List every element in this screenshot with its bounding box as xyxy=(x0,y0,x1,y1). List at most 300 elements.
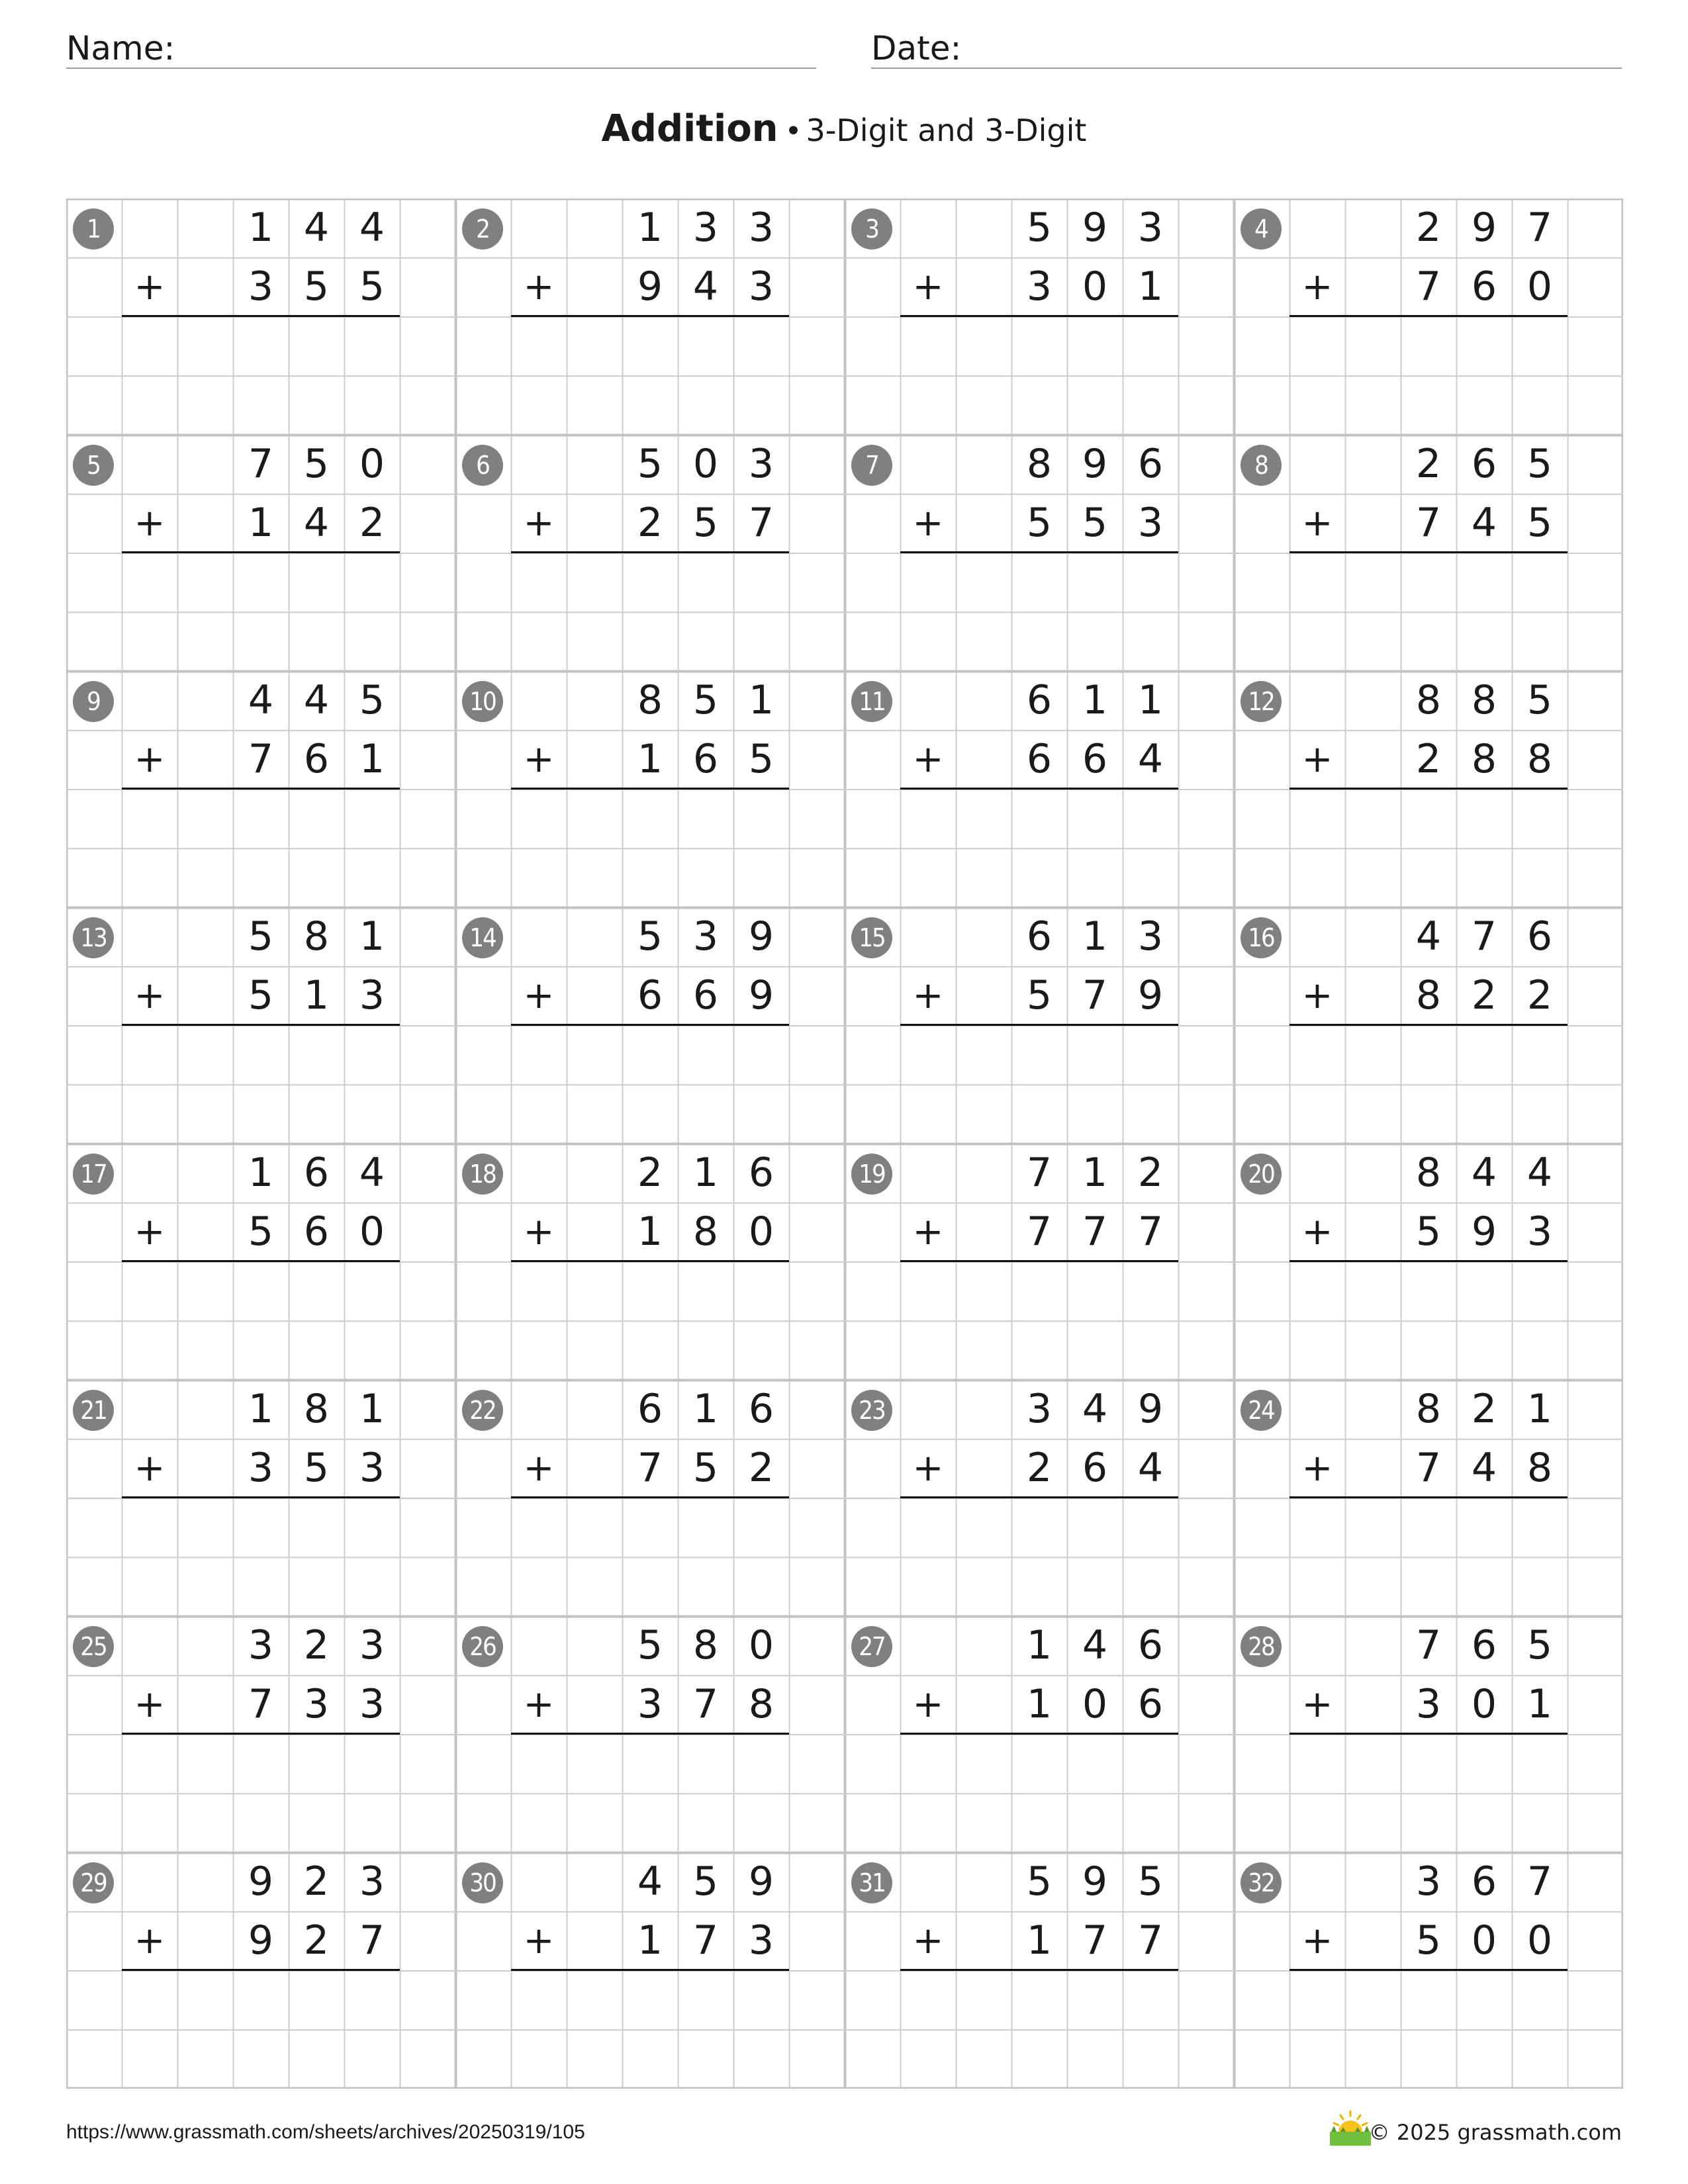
plus-sign: + xyxy=(912,502,944,545)
footer-copyright: © 2025 grassmath.com xyxy=(1368,2120,1622,2145)
addend-bottom-digit: 7 xyxy=(1026,1208,1053,1255)
problem-number-badge: 32 xyxy=(1241,1862,1282,1903)
problem-number-badge: 20 xyxy=(1241,1154,1282,1195)
problem-29 xyxy=(66,1852,455,2089)
addend-bottom-digit: 0 xyxy=(1526,1917,1553,1964)
answer-rule xyxy=(511,1733,789,1735)
addend-bottom-digit: 1 xyxy=(1137,263,1164,310)
plus-sign: + xyxy=(1301,738,1333,781)
footer-url: https://www.grassmath.com/sheets/archives/20250319/105 xyxy=(66,2121,585,2143)
addend-top-digit: 9 xyxy=(1082,205,1108,251)
addend-bottom-digit: 7 xyxy=(692,1681,719,1727)
addend-bottom-digit: 3 xyxy=(248,263,274,310)
addend-top-digit: 2 xyxy=(1137,1150,1164,1196)
addend-bottom-digit: 8 xyxy=(748,1681,774,1727)
addend-top-digit: 4 xyxy=(1082,1386,1108,1432)
addend-top-digit: 4 xyxy=(1415,913,1442,960)
plus-sign: + xyxy=(134,1210,165,1253)
problem-19 xyxy=(845,1144,1234,1380)
addend-top-digit: 1 xyxy=(248,1150,274,1196)
addend-bottom-digit: 5 xyxy=(692,500,719,546)
addend-bottom-digit: 1 xyxy=(1026,1917,1053,1964)
addend-top-digit: 3 xyxy=(1026,1386,1053,1432)
addend-top-digit: 9 xyxy=(1471,205,1497,251)
problem-number-badge: 3 xyxy=(851,208,892,250)
title-separator: • xyxy=(784,114,802,148)
addend-top-digit: 4 xyxy=(359,1150,385,1196)
addend-bottom-digit: 7 xyxy=(1082,1917,1108,1964)
problem-32 xyxy=(1234,1852,1623,2089)
plus-sign: + xyxy=(523,1210,555,1253)
addend-bottom-digit: 0 xyxy=(1082,263,1108,310)
addend-bottom-digit: 0 xyxy=(1082,1681,1108,1727)
addend-bottom-digit: 5 xyxy=(1026,972,1053,1019)
answer-rule xyxy=(1289,1969,1568,1971)
addend-top-digit: 5 xyxy=(692,1858,719,1905)
problem-23 xyxy=(845,1380,1234,1616)
addend-bottom-digit: 6 xyxy=(1082,1445,1108,1491)
addend-top-digit: 2 xyxy=(637,1150,663,1196)
answer-rule xyxy=(511,788,789,790)
addend-bottom-digit: 9 xyxy=(637,263,663,310)
addend-bottom-digit: 9 xyxy=(1471,1208,1497,1255)
addend-bottom-digit: 1 xyxy=(637,1917,663,1964)
addend-top-digit: 8 xyxy=(1415,1150,1442,1196)
addend-top-digit: 9 xyxy=(248,1858,274,1905)
answer-rule xyxy=(511,1024,789,1026)
addend-bottom-digit: 3 xyxy=(359,1681,385,1727)
addend-top-digit: 5 xyxy=(359,677,385,723)
addend-bottom-digit: 1 xyxy=(1026,1681,1053,1727)
problem-5 xyxy=(66,435,455,671)
addend-top-digit: 5 xyxy=(1526,441,1553,487)
addend-top-digit: 8 xyxy=(1415,1386,1442,1432)
addend-bottom-digit: 6 xyxy=(1026,736,1053,782)
name-label: Name: xyxy=(66,29,175,68)
addend-bottom-digit: 2 xyxy=(748,1445,774,1491)
problem-number-badge: 1 xyxy=(73,208,114,250)
addend-top-digit: 4 xyxy=(359,205,385,251)
problem-12 xyxy=(1234,671,1623,907)
addend-top-digit: 2 xyxy=(1415,441,1442,487)
problem-number-badge: 9 xyxy=(73,681,114,722)
addend-top-digit: 1 xyxy=(748,677,774,723)
plus-sign: + xyxy=(912,1919,944,1962)
date-underline xyxy=(871,68,1622,69)
addend-bottom-digit: 7 xyxy=(1137,1917,1164,1964)
problem-number-badge: 12 xyxy=(1241,681,1282,722)
addend-top-digit: 1 xyxy=(1082,677,1108,723)
answer-rule xyxy=(511,315,789,317)
problem-number-badge: 10 xyxy=(462,681,503,722)
addend-bottom-digit: 6 xyxy=(1471,263,1497,310)
plus-sign: + xyxy=(1301,1447,1333,1490)
problem-10 xyxy=(455,671,845,907)
addend-top-digit: 8 xyxy=(692,1622,719,1668)
plus-sign: + xyxy=(523,1447,555,1490)
addend-top-digit: 1 xyxy=(359,913,385,960)
problem-16 xyxy=(1234,907,1623,1144)
problem-14 xyxy=(455,907,845,1144)
problem-number-badge: 8 xyxy=(1241,445,1282,486)
problem-number-badge: 21 xyxy=(73,1390,114,1431)
addend-top-digit: 5 xyxy=(248,913,274,960)
addend-bottom-digit: 5 xyxy=(248,1208,274,1255)
grass-sun-logo-icon xyxy=(1327,2110,1374,2147)
addend-bottom-digit: 3 xyxy=(748,1917,774,1964)
problem-number-badge: 5 xyxy=(73,445,114,486)
plus-sign: + xyxy=(134,1683,165,1726)
addend-bottom-digit: 0 xyxy=(359,1208,385,1255)
problem-11 xyxy=(845,671,1234,907)
addend-bottom-digit: 3 xyxy=(359,1445,385,1491)
problem-27 xyxy=(845,1616,1234,1852)
answer-rule xyxy=(1289,788,1568,790)
addend-top-digit: 4 xyxy=(1082,1622,1108,1668)
problem-6 xyxy=(455,435,845,671)
plus-sign: + xyxy=(912,265,944,308)
addend-top-digit: 8 xyxy=(1026,441,1053,487)
problem-18 xyxy=(455,1144,845,1380)
problem-number-badge: 22 xyxy=(462,1390,503,1431)
addend-top-digit: 6 xyxy=(637,1386,663,1432)
addend-top-digit: 3 xyxy=(748,441,774,487)
addend-top-digit: 9 xyxy=(1082,1858,1108,1905)
problem-number-badge: 16 xyxy=(1241,917,1282,958)
answer-rule xyxy=(900,1024,1178,1026)
addend-top-digit: 3 xyxy=(692,913,719,960)
problem-number-badge: 6 xyxy=(462,445,503,486)
problem-24 xyxy=(1234,1380,1623,1616)
addend-bottom-digit: 8 xyxy=(1526,736,1553,782)
problem-number-badge: 19 xyxy=(851,1154,892,1195)
answer-rule xyxy=(511,1969,789,1971)
plus-sign: + xyxy=(134,1447,165,1490)
problem-number-badge: 25 xyxy=(73,1626,114,1667)
problem-number-badge: 11 xyxy=(851,681,892,722)
plus-sign: + xyxy=(912,1210,944,1253)
answer-rule xyxy=(511,1496,789,1498)
addend-top-digit: 7 xyxy=(1471,913,1497,960)
addend-top-digit: 6 xyxy=(1137,1622,1164,1668)
addend-top-digit: 4 xyxy=(303,677,330,723)
addend-bottom-digit: 5 xyxy=(1415,1208,1442,1255)
addend-top-digit: 6 xyxy=(748,1386,774,1432)
addend-bottom-digit: 1 xyxy=(359,736,385,782)
addend-top-digit: 5 xyxy=(1526,1622,1553,1668)
addend-top-digit: 6 xyxy=(1471,441,1497,487)
plus-sign: + xyxy=(134,265,165,308)
addend-top-digit: 6 xyxy=(303,1150,330,1196)
addend-top-digit: 0 xyxy=(748,1622,774,1668)
worksheet-title xyxy=(0,106,1688,161)
addend-bottom-digit: 9 xyxy=(1137,972,1164,1019)
addend-bottom-digit: 7 xyxy=(1415,263,1442,310)
problem-2 xyxy=(455,199,845,435)
problem-30 xyxy=(455,1852,845,2089)
addend-bottom-digit: 6 xyxy=(692,972,719,1019)
name-underline xyxy=(66,68,816,69)
addend-top-digit: 7 xyxy=(1526,205,1553,251)
addend-top-digit: 1 xyxy=(692,1150,719,1196)
addend-top-digit: 3 xyxy=(248,1622,274,1668)
problem-21 xyxy=(66,1380,455,1616)
answer-rule xyxy=(122,1496,400,1498)
addend-top-digit: 4 xyxy=(1526,1150,1553,1196)
addend-top-digit: 6 xyxy=(1526,913,1553,960)
name-field[interactable] xyxy=(66,26,816,69)
problem-number-badge: 29 xyxy=(73,1862,114,1903)
addend-top-digit: 5 xyxy=(692,677,719,723)
answer-rule xyxy=(900,788,1178,790)
plus-sign: + xyxy=(1301,1210,1333,1253)
addend-top-digit: 2 xyxy=(303,1858,330,1905)
answer-rule xyxy=(511,1260,789,1262)
addend-top-digit: 1 xyxy=(248,205,274,251)
addend-bottom-digit: 7 xyxy=(692,1917,719,1964)
problem-number-badge: 31 xyxy=(851,1862,892,1903)
problem-4 xyxy=(1234,199,1623,435)
addend-top-digit: 7 xyxy=(1026,1150,1053,1196)
addend-bottom-digit: 2 xyxy=(637,500,663,546)
problem-number-badge: 2 xyxy=(462,208,503,250)
problem-3 xyxy=(845,199,1234,435)
addend-top-digit: 8 xyxy=(303,913,330,960)
problem-15 xyxy=(845,907,1234,1144)
addend-bottom-digit: 2 xyxy=(1526,972,1553,1019)
addend-top-digit: 8 xyxy=(637,677,663,723)
addend-bottom-digit: 3 xyxy=(748,263,774,310)
addend-top-digit: 9 xyxy=(748,913,774,960)
problem-17 xyxy=(66,1144,455,1380)
addend-bottom-digit: 7 xyxy=(248,1681,274,1727)
addend-bottom-digit: 7 xyxy=(1137,1208,1164,1255)
plus-sign: + xyxy=(1301,502,1333,545)
addend-top-digit: 5 xyxy=(1137,1858,1164,1905)
problem-number-badge: 23 xyxy=(851,1390,892,1431)
problem-number-badge: 24 xyxy=(1241,1390,1282,1431)
addend-bottom-digit: 8 xyxy=(1415,972,1442,1019)
answer-rule xyxy=(122,1969,400,1971)
addend-bottom-digit: 2 xyxy=(1026,1445,1053,1491)
addend-top-digit: 3 xyxy=(359,1622,385,1668)
answer-rule xyxy=(122,1260,400,1262)
addend-top-digit: 7 xyxy=(248,441,274,487)
answer-rule xyxy=(900,1733,1178,1735)
addend-top-digit: 4 xyxy=(637,1858,663,1905)
addend-bottom-digit: 3 xyxy=(359,972,385,1019)
addend-top-digit: 8 xyxy=(303,1386,330,1432)
problem-number-badge: 18 xyxy=(462,1154,503,1195)
plus-sign: + xyxy=(1301,1919,1333,1962)
addend-top-digit: 5 xyxy=(303,441,330,487)
addend-bottom-digit: 5 xyxy=(303,1445,330,1491)
problem-25 xyxy=(66,1616,455,1852)
date-field[interactable] xyxy=(871,26,1622,69)
addend-bottom-digit: 6 xyxy=(1137,1681,1164,1727)
addend-bottom-digit: 4 xyxy=(303,500,330,546)
addend-bottom-digit: 6 xyxy=(692,736,719,782)
addend-bottom-digit: 2 xyxy=(1471,972,1497,1019)
addend-bottom-digit: 4 xyxy=(1137,736,1164,782)
addend-bottom-digit: 5 xyxy=(1526,500,1553,546)
answer-rule xyxy=(900,1969,1178,1971)
problem-26 xyxy=(455,1616,845,1852)
addend-bottom-digit: 3 xyxy=(637,1681,663,1727)
addend-bottom-digit: 3 xyxy=(1526,1208,1553,1255)
plus-sign: + xyxy=(523,974,555,1017)
addend-bottom-digit: 5 xyxy=(359,263,385,310)
problem-31 xyxy=(845,1852,1234,2089)
addend-bottom-digit: 2 xyxy=(359,500,385,546)
addend-top-digit: 4 xyxy=(248,677,274,723)
addend-top-digit: 1 xyxy=(692,1386,719,1432)
problem-20 xyxy=(1234,1144,1623,1380)
addend-top-digit: 9 xyxy=(1082,441,1108,487)
problem-number-badge: 17 xyxy=(73,1154,114,1195)
problem-7 xyxy=(845,435,1234,671)
addend-bottom-digit: 4 xyxy=(1471,500,1497,546)
addend-bottom-digit: 2 xyxy=(1415,736,1442,782)
problem-number-badge: 26 xyxy=(462,1626,503,1667)
addend-bottom-digit: 0 xyxy=(1526,263,1553,310)
addend-top-digit: 3 xyxy=(359,1858,385,1905)
title-main: Addition xyxy=(601,107,778,150)
addend-bottom-digit: 1 xyxy=(637,736,663,782)
plus-sign: + xyxy=(1301,265,1333,308)
plus-sign: + xyxy=(523,502,555,545)
plus-sign: + xyxy=(523,1919,555,1962)
plus-sign: + xyxy=(134,738,165,781)
addend-bottom-digit: 4 xyxy=(1137,1445,1164,1491)
addend-top-digit: 6 xyxy=(1026,913,1053,960)
addend-bottom-digit: 3 xyxy=(1026,263,1053,310)
problem-number-badge: 30 xyxy=(462,1862,503,1903)
addend-top-digit: 1 xyxy=(1137,677,1164,723)
addend-bottom-digit: 8 xyxy=(1471,736,1497,782)
addend-top-digit: 1 xyxy=(637,205,663,251)
problem-number-badge: 27 xyxy=(851,1626,892,1667)
answer-rule xyxy=(1289,1496,1568,1498)
addend-top-digit: 7 xyxy=(1415,1622,1442,1668)
addend-bottom-digit: 5 xyxy=(303,263,330,310)
plus-sign: + xyxy=(134,974,165,1017)
answer-rule xyxy=(122,551,400,553)
addend-bottom-digit: 0 xyxy=(1471,1681,1497,1727)
plus-sign: + xyxy=(1301,974,1333,1017)
addend-top-digit: 3 xyxy=(1137,913,1164,960)
answer-rule xyxy=(511,551,789,553)
answer-rule xyxy=(900,315,1178,317)
problem-grid xyxy=(66,199,1623,2089)
answer-rule xyxy=(900,1496,1178,1498)
answer-rule xyxy=(1289,1024,1568,1026)
addend-bottom-digit: 5 xyxy=(248,972,274,1019)
plus-sign: + xyxy=(523,738,555,781)
addend-bottom-digit: 5 xyxy=(692,1445,719,1491)
addend-top-digit: 3 xyxy=(1137,205,1164,251)
answer-rule xyxy=(122,788,400,790)
addend-bottom-digit: 0 xyxy=(1471,1917,1497,1964)
date-label: Date: xyxy=(871,29,962,68)
addend-bottom-digit: 3 xyxy=(303,1681,330,1727)
addend-top-digit: 5 xyxy=(1526,677,1553,723)
problem-13 xyxy=(66,907,455,1144)
plus-sign: + xyxy=(134,502,165,545)
addend-bottom-digit: 7 xyxy=(1082,1208,1108,1255)
addend-top-digit: 3 xyxy=(692,205,719,251)
addend-top-digit: 4 xyxy=(1471,1150,1497,1196)
addend-bottom-digit: 7 xyxy=(359,1917,385,1964)
plus-sign: + xyxy=(912,738,944,781)
answer-rule xyxy=(122,1024,400,1026)
addend-bottom-digit: 5 xyxy=(1415,1917,1442,1964)
addend-top-digit: 3 xyxy=(748,205,774,251)
answer-rule xyxy=(1289,551,1568,553)
addend-bottom-digit: 5 xyxy=(1026,500,1053,546)
title-subtitle: 3-Digit and 3-Digit xyxy=(806,113,1087,148)
addend-bottom-digit: 7 xyxy=(248,736,274,782)
addend-top-digit: 7 xyxy=(1526,1858,1553,1905)
plus-sign: + xyxy=(523,265,555,308)
problem-number-badge: 7 xyxy=(851,445,892,486)
addend-bottom-digit: 8 xyxy=(692,1208,719,1255)
addend-bottom-digit: 7 xyxy=(1415,1445,1442,1491)
addend-bottom-digit: 1 xyxy=(637,1208,663,1255)
plus-sign: + xyxy=(912,1683,944,1726)
addend-top-digit: 5 xyxy=(1026,205,1053,251)
addend-bottom-digit: 7 xyxy=(637,1445,663,1491)
answer-rule xyxy=(1289,1260,1568,1262)
addend-top-digit: 6 xyxy=(1137,441,1164,487)
addend-top-digit: 1 xyxy=(1026,1622,1053,1668)
addend-top-digit: 1 xyxy=(1526,1386,1553,1432)
addend-top-digit: 8 xyxy=(1471,677,1497,723)
addend-top-digit: 6 xyxy=(1026,677,1053,723)
addend-top-digit: 2 xyxy=(1415,205,1442,251)
problem-28 xyxy=(1234,1616,1623,1852)
addend-top-digit: 1 xyxy=(248,1386,274,1432)
problem-22 xyxy=(455,1380,845,1616)
addend-bottom-digit: 3 xyxy=(1415,1681,1442,1727)
addend-top-digit: 2 xyxy=(303,1622,330,1668)
addend-top-digit: 9 xyxy=(748,1858,774,1905)
addend-bottom-digit: 9 xyxy=(748,972,774,1019)
addend-top-digit: 6 xyxy=(1471,1858,1497,1905)
addend-bottom-digit: 1 xyxy=(248,500,274,546)
addend-top-digit: 1 xyxy=(1082,913,1108,960)
addend-bottom-digit: 5 xyxy=(1082,500,1108,546)
addend-bottom-digit: 4 xyxy=(1471,1445,1497,1491)
addend-top-digit: 4 xyxy=(303,205,330,251)
addend-bottom-digit: 7 xyxy=(1082,972,1108,1019)
problem-number-badge: 13 xyxy=(73,917,114,958)
problem-9 xyxy=(66,671,455,907)
plus-sign: + xyxy=(1301,1683,1333,1726)
addend-bottom-digit: 8 xyxy=(1526,1445,1553,1491)
addend-top-digit: 5 xyxy=(637,441,663,487)
addend-top-digit: 5 xyxy=(637,913,663,960)
addend-top-digit: 0 xyxy=(692,441,719,487)
addend-bottom-digit: 9 xyxy=(248,1917,274,1964)
problem-number-badge: 4 xyxy=(1241,208,1282,250)
addend-top-digit: 3 xyxy=(1415,1858,1442,1905)
addend-bottom-digit: 3 xyxy=(1137,500,1164,546)
plus-sign: + xyxy=(523,1683,555,1726)
addend-bottom-digit: 1 xyxy=(303,972,330,1019)
problem-1 xyxy=(66,199,455,435)
addend-bottom-digit: 6 xyxy=(1082,736,1108,782)
